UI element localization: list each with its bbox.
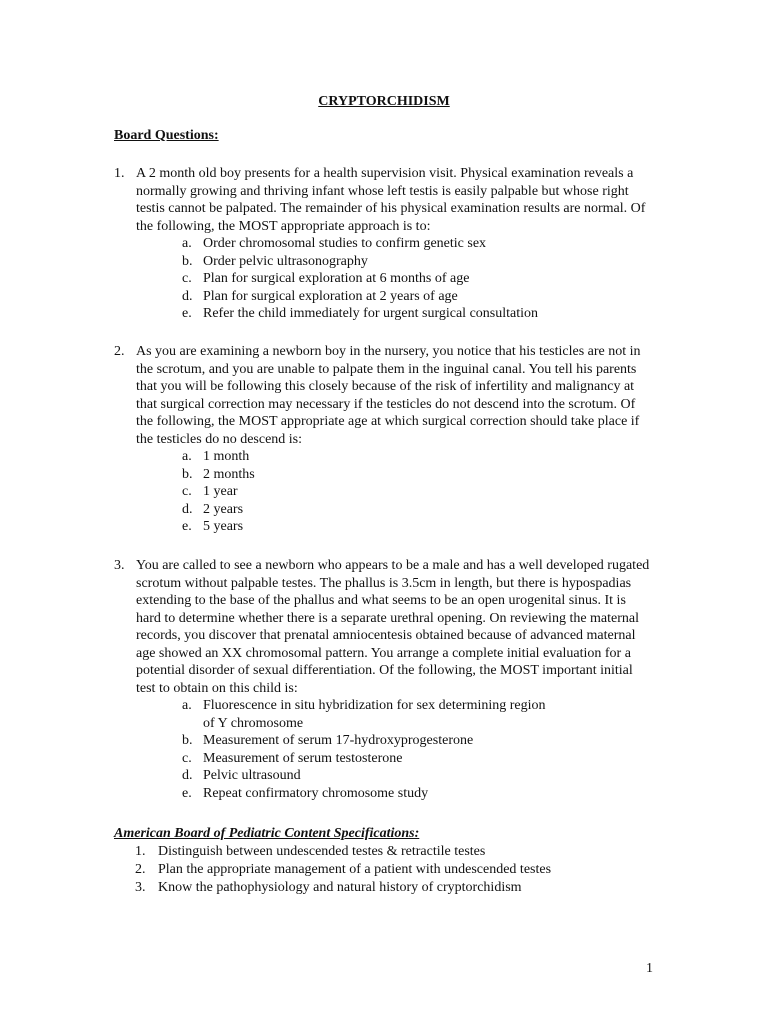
content-specifications-heading: American Board of Pediatric Content Specifications: [114,826,420,841]
list-item: 1. Distinguish between undescended testes & retractile testes [135,844,486,859]
answer-option: a. Order chromosomal studies to confirm genetic sex [182,236,487,251]
answer-options [114,448,654,536]
list-item: 2. Plan the appropriate management of a patient with undescended testes [135,862,552,877]
answer-option: d. Plan for surgical exploration at 2 years of age [182,288,458,304]
question-number: 2. [114,344,125,359]
board-questions-heading: Board Questions: [114,128,219,143]
answer-option: b. 2 months [182,466,255,482]
answer-option: d. Pelvic ultrasound [182,768,301,783]
content-specifications-list [135,843,655,897]
question-stem: As you are examining a newborn boy in the nursery, you notice that his testicles are not in the scrotum, and you are unable to palpate them in the inguinal canal. You tell his parents that you will be following this closely because of the risk of infertility and malignancy at that surgical correction may necessary if the testicles do not descend into the scrotum. Of the following, the MOST appropriate age at which surgical correction should take place if the testicles do no descend is: [136,344,641,447]
answer-option: a. 1 month [182,449,250,464]
answer-option: c. Plan for surgical exploration at 6 months of age [182,271,470,286]
question-3 [114,557,654,802]
question-stem: A 2 month old boy presents for a health supervision visit. Physical examination reveals a normally growing and thriving infant whose left testis is easily palpable but whose right testis cannot be palpated. The remainder of his physical examination results are normal. Of the following, the MOST appropriate approach is to: [136,166,646,234]
answer-option: d. 2 years [182,501,244,517]
answer-option: e. Refer the child immediately for urgent surgical consultation [182,306,539,321]
answer-option: e. 5 years [182,519,244,534]
question-1 [114,165,654,323]
question-2 [114,343,654,536]
answer-option: c. 1 year [182,484,238,499]
answer-option: b. Order pelvic ultrasonography [182,253,368,269]
answer-option: e. Repeat confirmatory chromosome study [182,785,429,801]
page-title: CRYPTORCHIDISM [318,94,450,109]
list-item: 3. Know the pathophysiology and natural history of cryptorchidism [135,880,522,895]
question-number: 1. [114,166,125,181]
page-number: 1 [646,961,653,976]
answer-options [114,235,654,323]
answer-option: c. Measurement of serum testosterone [182,750,403,766]
question-stem: You are called to see a newborn who appears to be a male and has a well developed rugated scrotum without palpable testes. The phallus is 3.5cm in length, but there is hypospadias extending to the base of the phallus and what seems to be an open urogenital sinus. It is hard to determine whether there is a separate urethral opening. On reviewing the maternal records, you discover that prenatal amniocentesis obtained because of advanced maternal age showed an XX chromosomal pattern. You arrange a complete initial evaluation for a potential disorder of sexual differentiation. Of the following, the MOST important initial test to obtain on this child is: [136,558,650,696]
question-number: 3. [114,558,125,573]
answer-option: b. Measurement of serum 17-hydroxyprogesterone [182,733,474,748]
answer-options [114,697,554,802]
answer-option: a. Fluorescence in situ hybridization for sex determining region of Y chromosome [182,698,546,731]
